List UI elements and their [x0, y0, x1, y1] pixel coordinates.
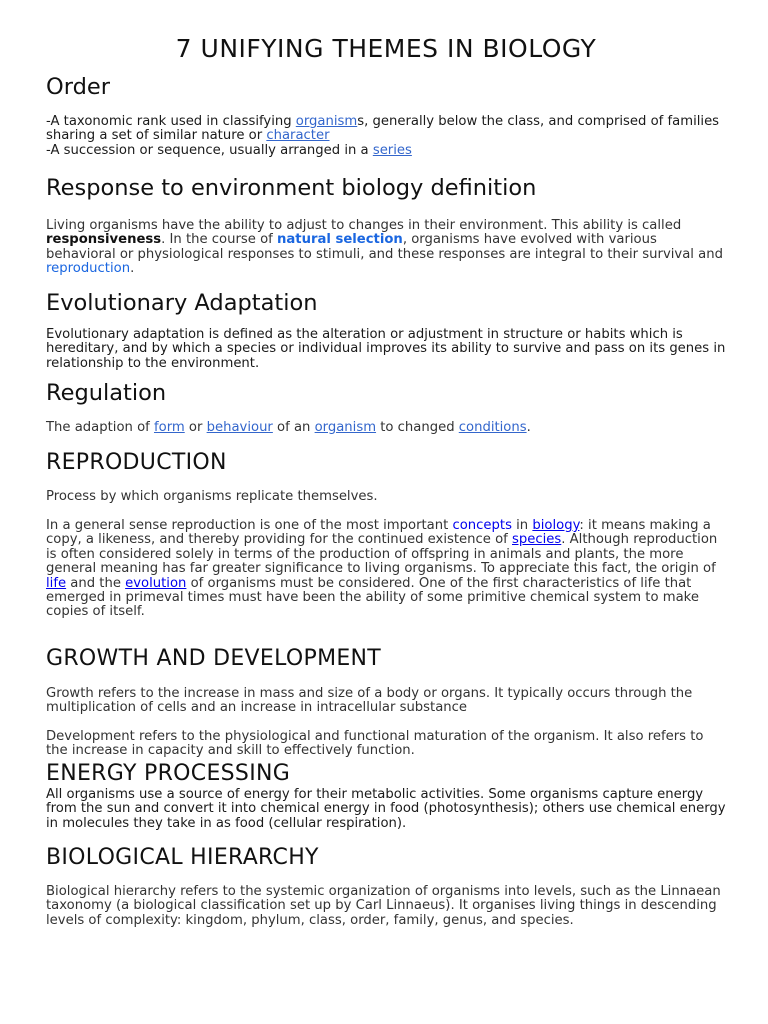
evolution-paragraph: Evolutionary adaptation is defined as the alteration or adjustment in structure or habits which is hereditary, and by which a species or individual improves its ability to survive and pass on its genes in relationship to the environment. — [46, 327, 726, 371]
link-series[interactable]: series — [372, 142, 412, 158]
link-evolution[interactable]: evolution — [125, 575, 187, 591]
heading-growth-development: GROWTH AND DEVELOPMENT — [46, 646, 382, 671]
development-paragraph: Development refers to the physiological and functional maturation of the organism. It also refers to the increase in capacity and skill to effectively function. — [46, 729, 704, 759]
page-title: 7 UNIFYING THEMES IN BIOLOGY — [175, 34, 597, 63]
order-definition: -A taxonomic rank used in classifying organisms, generally below the class, and comprised of families sharing a set of similar nature or character -A succession or sequence, usually arranged in a series — [46, 114, 720, 158]
heading-reproduction: REPRODUCTION — [46, 450, 227, 475]
link-natural-selection[interactable]: natural selection — [276, 232, 403, 248]
link-behaviour[interactable]: behaviour — [206, 420, 273, 435]
link-biology[interactable]: biology — [532, 518, 580, 533]
link-reproduction[interactable]: reproduction — [46, 261, 131, 277]
link-character[interactable]: character — [266, 128, 330, 144]
link-species[interactable]: species — [512, 532, 562, 548]
link-form[interactable]: form — [153, 420, 185, 435]
reproduction-intro: Process by which organisms replicate themselves. — [46, 489, 378, 504]
energy-paragraph: All organisms use a source of energy for their metabolic activities. Some organisms capture energy from the sun and convert it into chemical energy in food (photosynthesis); others use chemical energy in molecules they take in as food (cellular respiration). — [46, 787, 726, 831]
link-concepts[interactable]: concepts — [452, 518, 512, 533]
response-paragraph: Living organisms have the ability to adjust to changes in their environment. This ability is called responsiveness. In the course of natural selection, organisms have evolved with various behavioral or physiological responses to stimuli, and these responses are integral to their survival and reproduction. — [46, 218, 723, 277]
heading-order: Order — [46, 74, 110, 100]
hierarchy-paragraph: Biological hierarchy refers to the systemic organization of organisms into levels, such as the Linnaean taxonomy (a biological classification set up by Carl Linnaeus). It organises living things in descending levels of complexity: kingdom, phylum, class, order, family, genus, and species. — [46, 884, 721, 928]
heading-regulation: Regulation — [46, 380, 167, 406]
link-life[interactable]: life — [46, 575, 67, 591]
link-organism-2[interactable]: organism — [314, 420, 377, 435]
reproduction-paragraph: In a general sense reproduction is one of the most important concepts in biology: it means making a copy, a likeness, and thereby providing for the continued existence of species. Although reproduction is often considered solely in terms of the production of offspring in animals and plants, the more general meaning has far greater significance to living organisms. To appreciate this fact, the origin of life and the evolution of organisms must be considered. One of the first characteristics of life that emerged in primeval times must have been the ability of some primitive chemical system to make copies of itself. — [46, 518, 718, 620]
heading-evolutionary-adaptation: Evolutionary Adaptation — [46, 290, 318, 316]
term-responsiveness: responsiveness — [46, 232, 162, 248]
regulation-paragraph: The adaption of form or behaviour of an organism to changed conditions. — [46, 420, 531, 435]
heading-biological-hierarchy: BIOLOGICAL HIERARCHY — [46, 845, 319, 870]
heading-response: Response to environment biology definition — [46, 175, 537, 201]
link-conditions[interactable]: conditions — [458, 420, 527, 435]
growth-paragraph: Growth refers to the increase in mass and size of a body or organs. It typically occurs through the multiplication of cells and an increase in intracellular substance — [46, 686, 693, 716]
heading-energy-processing: ENERGY PROCESSING — [46, 761, 291, 786]
link-organism[interactable]: organism — [295, 114, 358, 129]
